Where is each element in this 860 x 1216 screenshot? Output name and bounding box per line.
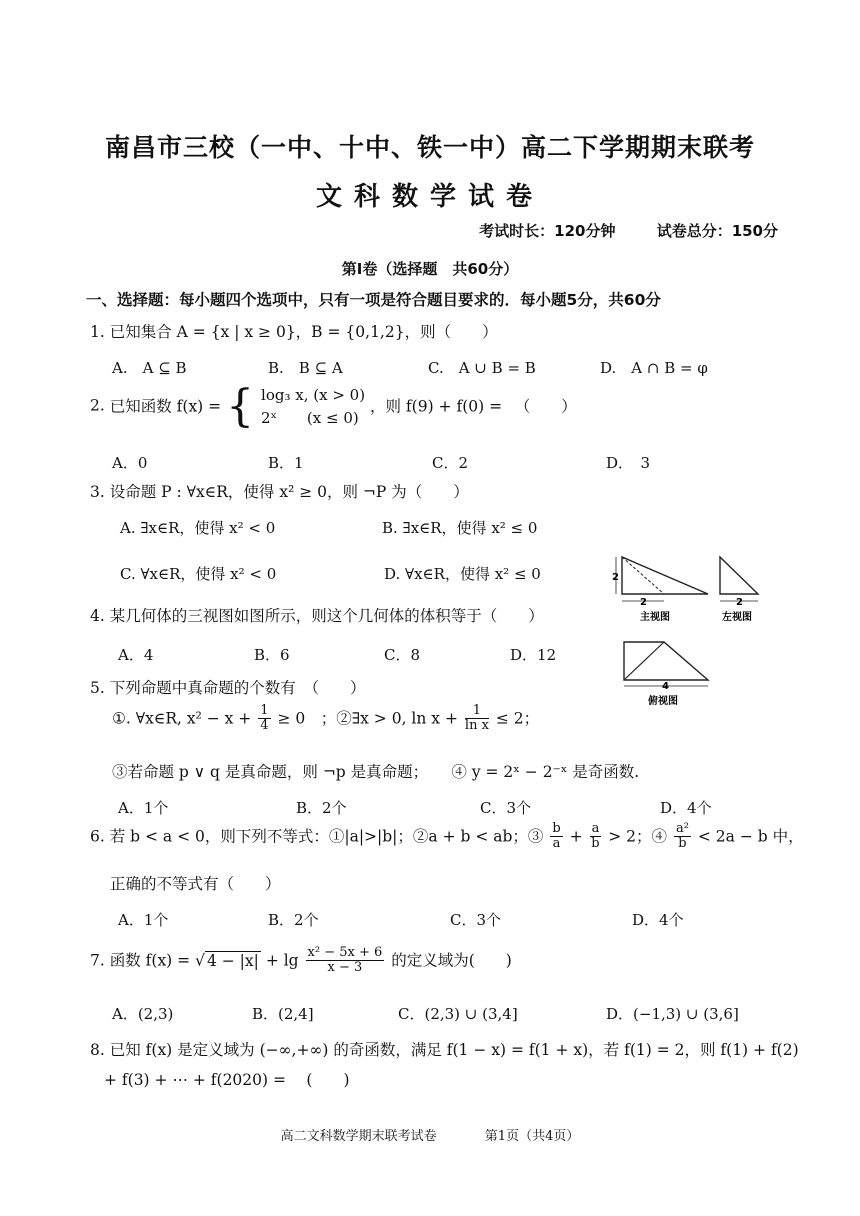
fraction-one-over-lnx [465, 704, 489, 734]
question-text: 设命题 P : ∀x∈R，使得 x² ≥ 0，则 ¬P 为（ ） [109, 483, 469, 501]
q6-option-d: D．4个 [632, 911, 684, 929]
question-text-mid: > 2；④ [608, 827, 668, 846]
piecewise-brace: { [226, 380, 255, 432]
question-7: 7. 函数 f(x) = √ 4 − |x| + lg $\frac{\text{x² − 5x + 6}}{x - 3}$ 的定义域为( ) [90, 945, 512, 976]
question-text: 已知函数 f(x) = [109, 397, 222, 416]
question-2 [90, 380, 577, 432]
q3-option-b: B. ∃x∈R，使得 x² ≤ 0 [382, 519, 538, 537]
q1-option-c: C. A ∪ B = B [428, 359, 536, 377]
q4-option-b: B．6 [254, 646, 290, 664]
front-height-label: 2 [612, 572, 619, 583]
q6-continuation: 正确的不等式有（ ） [110, 875, 281, 893]
q6-option-c: C．3个 [450, 911, 502, 929]
fraction-quadratic-over-linear [306, 946, 385, 976]
fraction-one-quarter [258, 704, 270, 734]
top-length-label: 4 [662, 681, 669, 692]
footer-page-number: 第1页（共4页） [484, 1129, 580, 1144]
q2-option-a: A．0 [112, 454, 148, 472]
q2-option-d: D． 3 [606, 454, 651, 472]
page-footer [0, 1125, 860, 1144]
numerator: 1 [260, 703, 269, 718]
top-view-trapezoid [624, 642, 708, 680]
question-number: 3. [90, 483, 105, 501]
question-number: 4. [90, 607, 105, 625]
q8-continuation: + f(3) + ⋯ + f(2020) = ( ) [104, 1071, 350, 1089]
statement-2-end: ≤ 2； [495, 709, 540, 728]
numerator: b [552, 821, 561, 836]
footer-exam-name: 高二文科数学期末联考试卷 [280, 1129, 437, 1144]
denominator: b [678, 836, 687, 852]
exam-meta [443, 220, 778, 241]
fraction-a2-over-b [674, 822, 691, 852]
question-number: 6. [90, 827, 105, 846]
question-text-end: < 2a − b 中， [697, 827, 804, 846]
question-text: 已知集合 A = {x | x ≥ 0}，B = {0,1,2}，则（ ） [109, 323, 498, 341]
q2-option-c: C．2 [432, 454, 469, 472]
q4-option-a: A．4 [118, 646, 154, 664]
front-view-triangle [622, 557, 708, 594]
hidden-edge [622, 557, 664, 594]
q5-option-a: A．1个 [118, 799, 169, 817]
q7-option-b: B．(2,4] [252, 1005, 314, 1023]
denominator: a [552, 836, 561, 852]
fraction-b-over-a [550, 822, 562, 852]
q3-option-d: D. ∀x∈R，使得 x² ≤ 0 [384, 565, 541, 583]
front-view-label: 主视图 [640, 612, 670, 623]
case-2: 2ˣ (x ≤ 0) [261, 408, 359, 427]
numerator: a² [675, 821, 689, 836]
side-width-label: 2 [736, 597, 743, 608]
q3-option-a: A. ∃x∈R，使得 x² < 0 [120, 519, 276, 537]
question-text: 某几何体的三视图如图所示，则这个几何体的体积等于（ ） [109, 607, 544, 625]
question-number: 7. [90, 951, 105, 970]
q6-option-b: B．2个 [268, 911, 319, 929]
three-view-figure [612, 552, 762, 712]
question-6 [90, 822, 804, 852]
front-view [612, 557, 708, 623]
q5-option-d: D．4个 [660, 799, 712, 817]
lg-term: + lg [265, 951, 299, 970]
question-5 [90, 678, 366, 698]
q5-option-c: C．3个 [480, 799, 532, 817]
denominator: x − 3 [327, 960, 363, 976]
question-text: 函数 f(x) = [109, 951, 191, 970]
statement-2: ≥ 0 ；②∃x > 0, ln x + [277, 709, 458, 728]
q1-option-b: B. B ⊆ A [268, 359, 343, 377]
q5-statements-line1 [112, 704, 539, 734]
question-4 [90, 606, 544, 626]
numerator: a [591, 821, 600, 836]
question-8 [90, 1040, 799, 1060]
exam-duration: 考试时长：120分钟 [479, 222, 616, 240]
question-text: 若 b < a < 0，则下列不等式：①|a|>|b|；②a + b < ab；③ [109, 827, 544, 846]
question-text-end: ，则 f(9) + f(0) = （ ） [370, 397, 577, 416]
q7-option-a: A．(2,3) [112, 1005, 174, 1023]
numerator: 1 [465, 704, 489, 719]
q5-statements-line2: ③若命题 p ∨ q 是真命题，则 ¬p 是真命题； ④ y = 2ˣ − 2⁻ˣ 是奇函数. [112, 763, 640, 781]
q2-option-b: B．1 [268, 454, 304, 472]
statement-1: ①. ∀x∈R, x² − x + [112, 709, 252, 728]
sqrt-radicand: 4 − |x| [206, 951, 259, 970]
front-width-label: 2 [640, 597, 647, 608]
exam-title: 南昌市三校（一中、十中、铁一中）高二下学期期末联考 [104, 133, 755, 162]
question-number: 8. [90, 1041, 105, 1059]
top-view-label: 俯视图 [648, 696, 678, 707]
case-1: log₃ x, (x > 0) [261, 386, 366, 404]
q1-option-d: D. A ∩ B = φ [600, 359, 708, 377]
q4-option-c: C．8 [384, 646, 421, 664]
side-view-label: 左视图 [722, 612, 752, 623]
q7-option-d: D．(−1,3) ∪ (3,6] [606, 1005, 739, 1023]
q1-option-a: A. A ⊆ B [112, 359, 187, 377]
denominator: b [591, 836, 600, 852]
exam-total-score: 试卷总分：150分 [656, 222, 778, 240]
question-text: 已知 f(x) 是定义域为 (−∞,+∞) 的奇函数，满足 f(1 − x) = f(1 + x)，若 f(1) = 2，则 f(1) + f(2) [109, 1041, 799, 1059]
question-text-end: 的定义域为( ) [391, 951, 512, 970]
exam-subtitle: 文科数学试卷 [315, 182, 544, 212]
q6-option-a: A．1个 [118, 911, 169, 929]
question-number: 1. [90, 323, 105, 341]
piecewise-cases [261, 384, 365, 429]
plus-sign: + [569, 827, 583, 846]
q7-option-c: C．(2,3) ∪ (3,4] [398, 1005, 518, 1023]
denominator: ln x [464, 718, 489, 734]
question-1 [90, 322, 498, 342]
question-3 [90, 482, 469, 502]
section-heading: 一、选择题：每小题四个选项中，只有一项是符合题目要求的．每小题5分，共60分 [86, 291, 661, 309]
question-number: 5. [90, 679, 105, 697]
numerator: x² − 5x + 6 [307, 945, 383, 960]
part-heading: 第Ⅰ卷（选择题 共60分） [341, 260, 519, 278]
top-view-diagonal [624, 642, 664, 680]
side-view [720, 557, 758, 623]
side-view-triangle [720, 557, 758, 594]
fraction-a-over-b [590, 822, 602, 852]
top-view [624, 642, 708, 707]
denominator: 4 [260, 718, 269, 734]
question-number: 2. [90, 396, 105, 415]
question-text: 下列命题中真命题的个数有 （ ） [109, 679, 366, 697]
q3-option-c: C. ∀x∈R，使得 x² < 0 [120, 565, 277, 583]
q4-option-d: D．12 [510, 646, 557, 664]
q5-option-b: B．2个 [296, 799, 347, 817]
